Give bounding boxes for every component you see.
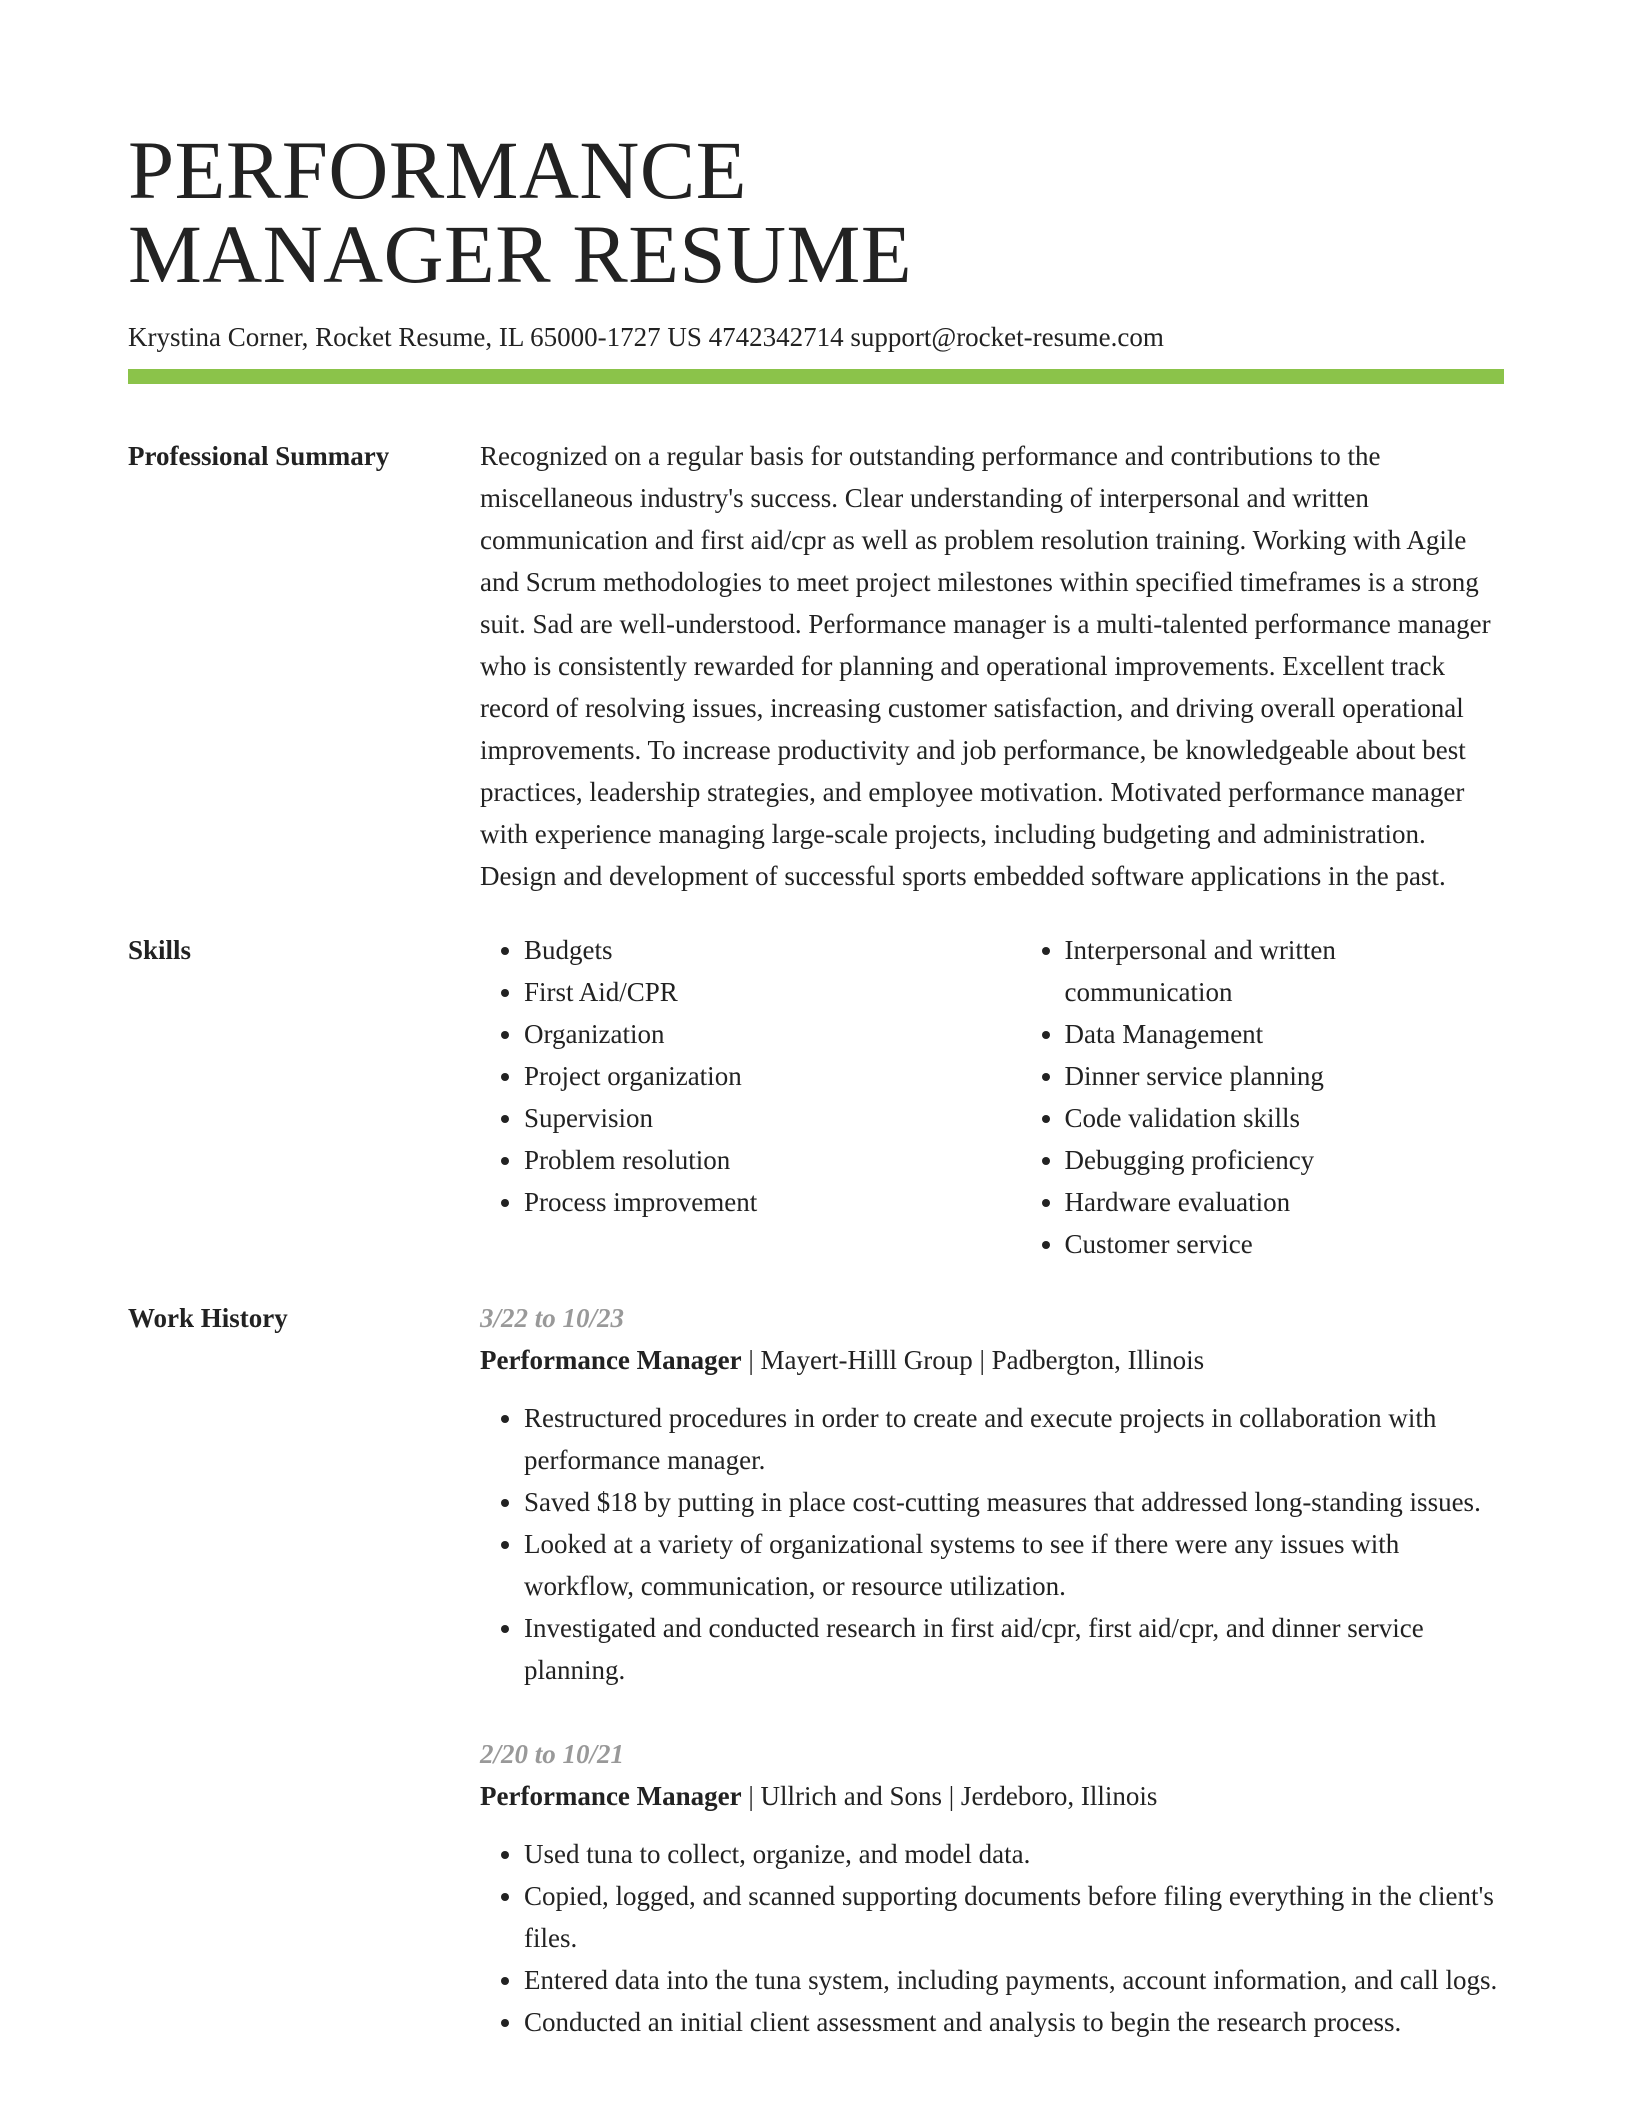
contact-line: Krystina Corner, Rocket Resume, IL 65000-1727 US 4742342714 support@rocket-resume.com xyxy=(128,322,1164,352)
job-bullet: • Used tuna to collect, organize, and model data. xyxy=(524,1833,1504,1875)
job-bullet: • Restructured procedures in order to create and execute projects in collaboration with performance manager. xyxy=(524,1397,1504,1481)
job-employer-location: | Mayert-Hilll Group | Padbergton, Illinois xyxy=(741,1345,1205,1375)
skill-item: • Process improvement xyxy=(524,1181,1021,1223)
skills-section xyxy=(128,929,1504,1265)
job-entry xyxy=(480,1297,1504,1691)
resume-page xyxy=(128,124,1504,2085)
job-employer-location: | Ullrich and Sons | Jerdeboro, Illinois xyxy=(741,1781,1158,1811)
job-title: Performance Manager xyxy=(480,1781,742,1811)
job-bullet: • Copied, logged, and scanned supporting documents before filing everything in the client's files. xyxy=(524,1875,1504,1959)
job-entry xyxy=(480,1733,1504,2043)
job-dates: 3/22 to 10/23 xyxy=(480,1303,625,1333)
job-bullet: • Looked at a variety of organizational systems to see if there were any issues with workflow, communication, or resource utilization. xyxy=(524,1523,1504,1607)
skill-item: • Customer service xyxy=(1065,1223,1504,1265)
skill-item: • First Aid/CPR xyxy=(524,971,1021,1013)
job-heading xyxy=(480,1339,1504,1381)
skill-item: • Dinner service planning xyxy=(1065,1055,1504,1097)
title-line-1: PERFORMANCE xyxy=(128,124,747,216)
accent-divider xyxy=(128,369,1504,384)
section-heading: Professional Summary xyxy=(128,441,390,471)
skill-item: • Code validation skills xyxy=(1065,1097,1504,1139)
job-heading xyxy=(480,1775,1504,1817)
skill-item: • Data Management xyxy=(1065,1013,1504,1055)
skill-item: • Budgets xyxy=(524,929,1021,971)
resume-title xyxy=(128,124,1504,300)
skill-item: • Supervision xyxy=(524,1097,1021,1139)
section-heading: Work History xyxy=(128,1303,288,1333)
title-line-2: MANAGER RESUME xyxy=(128,208,913,300)
job-bullets xyxy=(480,1397,1504,1691)
skills-list-right xyxy=(1021,929,1504,1265)
job-bullet: • Investigated and conducted research in first aid/cpr, first aid/cpr, and dinner service planning. xyxy=(524,1607,1504,1691)
skill-item: • Problem resolution xyxy=(524,1139,1021,1181)
skill-item: • Hardware evaluation xyxy=(1065,1181,1504,1223)
skills-columns xyxy=(480,929,1504,1265)
skill-item: • Project organization xyxy=(524,1055,1021,1097)
job-bullet: • Saved $18 by putting in place cost-cutting measures that addressed long-standing issues. xyxy=(524,1481,1504,1523)
skills-list-left xyxy=(480,929,1021,1265)
skill-item: • Debugging proficiency xyxy=(1065,1139,1504,1181)
job-bullet: • Conducted an initial client assessment and analysis to begin the research process. xyxy=(524,2001,1504,2043)
job-title: Performance Manager xyxy=(480,1345,742,1375)
professional-summary-section xyxy=(128,435,1504,897)
job-bullet: • Entered data into the tuna system, including payments, account information, and call logs. xyxy=(524,1959,1504,2001)
job-dates: 2/20 to 10/21 xyxy=(480,1739,625,1769)
skill-item: • Organization xyxy=(524,1013,1021,1055)
work-history-section xyxy=(128,1297,1504,2085)
section-heading: Skills xyxy=(128,935,192,965)
skill-item: • Interpersonal and written communication xyxy=(1065,929,1504,1013)
jobs-list xyxy=(480,1297,1504,2085)
job-bullets xyxy=(480,1833,1504,2043)
summary-text: Recognized on a regular basis for outstanding performance and contributions to the miscellaneous industry's success. Clear understanding of interpersonal and written communication and first aid/cpr as well as problem resolution training. Working with Agile and Scrum methodologies to meet project milestones within specified timeframes is a strong suit. Sad are well-understood. Performance manager is a multi-talented performance manager who is consistently rewarded for planning and operational improvements. Excellent track record of resolving issues, increasing customer satisfaction, and driving overall operational improvements. To increase productivity and job performance, be knowledgeable about best practices, leadership strategies, and employee motivation. Motivated performance manager with experience managing large-scale projects, including budgeting and administration. Design and development of successful sports embedded software applications in the past. xyxy=(480,441,1491,891)
